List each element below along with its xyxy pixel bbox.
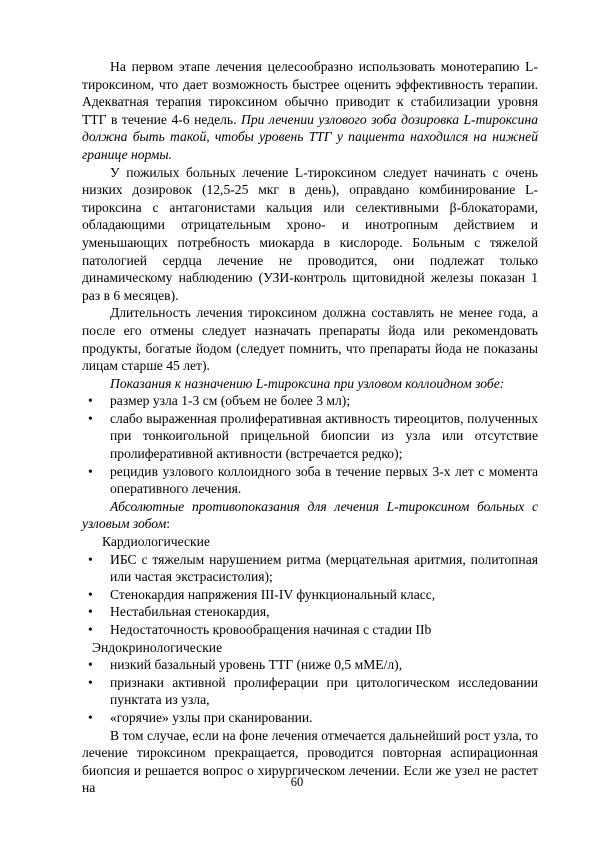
endo-list (82, 656, 538, 726)
list-item (82, 551, 538, 586)
list-item (82, 603, 538, 621)
page-number: 60 (290, 775, 304, 789)
list-item (82, 410, 538, 463)
list-item-text: Недостаточность кровообращения начиная с стадии IIb (110, 622, 432, 637)
list-item-text: рецидив узлового коллоидного зоба в течение первых 3-х лет с момента оперативного лечения. (110, 463, 538, 497)
bullet-icon: • (88, 393, 93, 409)
contraindications-heading-colon: : (166, 516, 171, 532)
bullet-icon: • (88, 657, 93, 673)
list-item-text: признаки активной пролиферации при цитологическом исследовании пунктата из узла, (110, 674, 538, 708)
bullet-icon: • (88, 586, 93, 602)
indications-heading: Показания к назначению L-тироксина при узловом коллоидном зобе: (110, 375, 505, 391)
list-item-text: «горячие» узлы при сканировании. (110, 709, 313, 725)
list-item (82, 621, 538, 639)
bullet-icon: • (88, 622, 93, 637)
indications-list (82, 392, 538, 498)
list-item (82, 392, 538, 410)
paragraph-monotherapy-italic: При лечении узлового зоба дозировка L-тироксина должна быть такой, чтобы уровень ТТГ у пациента находился на нижней границе нормы. (82, 111, 539, 162)
list-item (82, 674, 538, 709)
cardio-list (82, 551, 538, 639)
list-item (82, 586, 538, 604)
contraindications-heading-text: Абсолютные противопоказания для лечения L-тироксином больных с узловым зобом (82, 498, 538, 532)
bullet-icon: • (88, 604, 93, 620)
paragraph-monotherapy (82, 58, 538, 164)
bullet-icon: • (88, 709, 93, 725)
paragraph-monotherapy-text: На первом этапе лечения целесообразно использовать монотерапию L-тироксином, что дает возможность быстрее оценить эффективность терапии. Адекватная терапия тироксином обычно приводит к стабилизации уровня ТТГ в течение 4-6 недель. (82, 59, 538, 127)
list-item (82, 463, 538, 498)
list-item-text: Нестабильная стенокардия, (110, 604, 270, 620)
endo-label: Эндокринологические (92, 639, 223, 655)
list-item-text: ИБС с тяжелым нарушением ритма (мерцательная аритмия, политопная или частая экстрасистолия); (110, 551, 538, 585)
bullet-icon: • (88, 463, 93, 479)
cardio-label: Кардиологические (102, 534, 210, 550)
paragraph-duration: Длительность лечения тироксином должна составлять не менее года, а после его отмены следует назначать препараты йода или рекомендовать продукты, богатые йодом (следует помнить, что препараты йода не показаны лицам старше 45 лет). (82, 305, 538, 374)
list-item-text: низкий базальный уровень ТТГ (ниже 0,5 мМЕ/л), (110, 657, 403, 673)
list-item-text: слабо выраженная пролиферативная активность тиреоцитов, полученных при тонкоигольной прицельной биопсии из узла или отсутствие пролиферативной активности (встречается редко); (110, 410, 538, 462)
contraindications-heading (82, 498, 538, 533)
bullet-icon: • (88, 674, 93, 690)
list-item (82, 656, 538, 674)
bullet-icon: • (88, 410, 93, 426)
list-item-text: размер узла 1-3 см (объем не более 3 мл); (110, 393, 351, 409)
page-body (82, 58, 538, 797)
list-item (82, 709, 538, 727)
paragraph-growth: В том случае, если на фоне лечения отмечается дальнейший рост узла, то лечение тироксином прекращается, проводится повторная аспирационная биопсия и решается вопрос о хирургическом лечении. Если же узел не растет на (82, 727, 538, 796)
list-item-text: Стенокардия напряжения III-IV функциональный класс, (110, 586, 436, 602)
bullet-icon: • (88, 551, 93, 567)
paragraph-elderly: У пожилых больных лечение L-тироксином следует начинать с очень низких дозировок (12,5-25 мкг в день), оправдано комбинирование L-тироксина с антагонистами кальция или селективными β-блокаторами, обладающими отрицательным хроно- и инотропным действием и уменьшающих потребность миокарда в кислороде. Больным с тяжелой патологией сердца лечение не проводится, они подлежат только динамическому наблюдению (УЗИ-контроль щитовидной железы показан 1 раз в 6 месяцев). (82, 164, 538, 303)
